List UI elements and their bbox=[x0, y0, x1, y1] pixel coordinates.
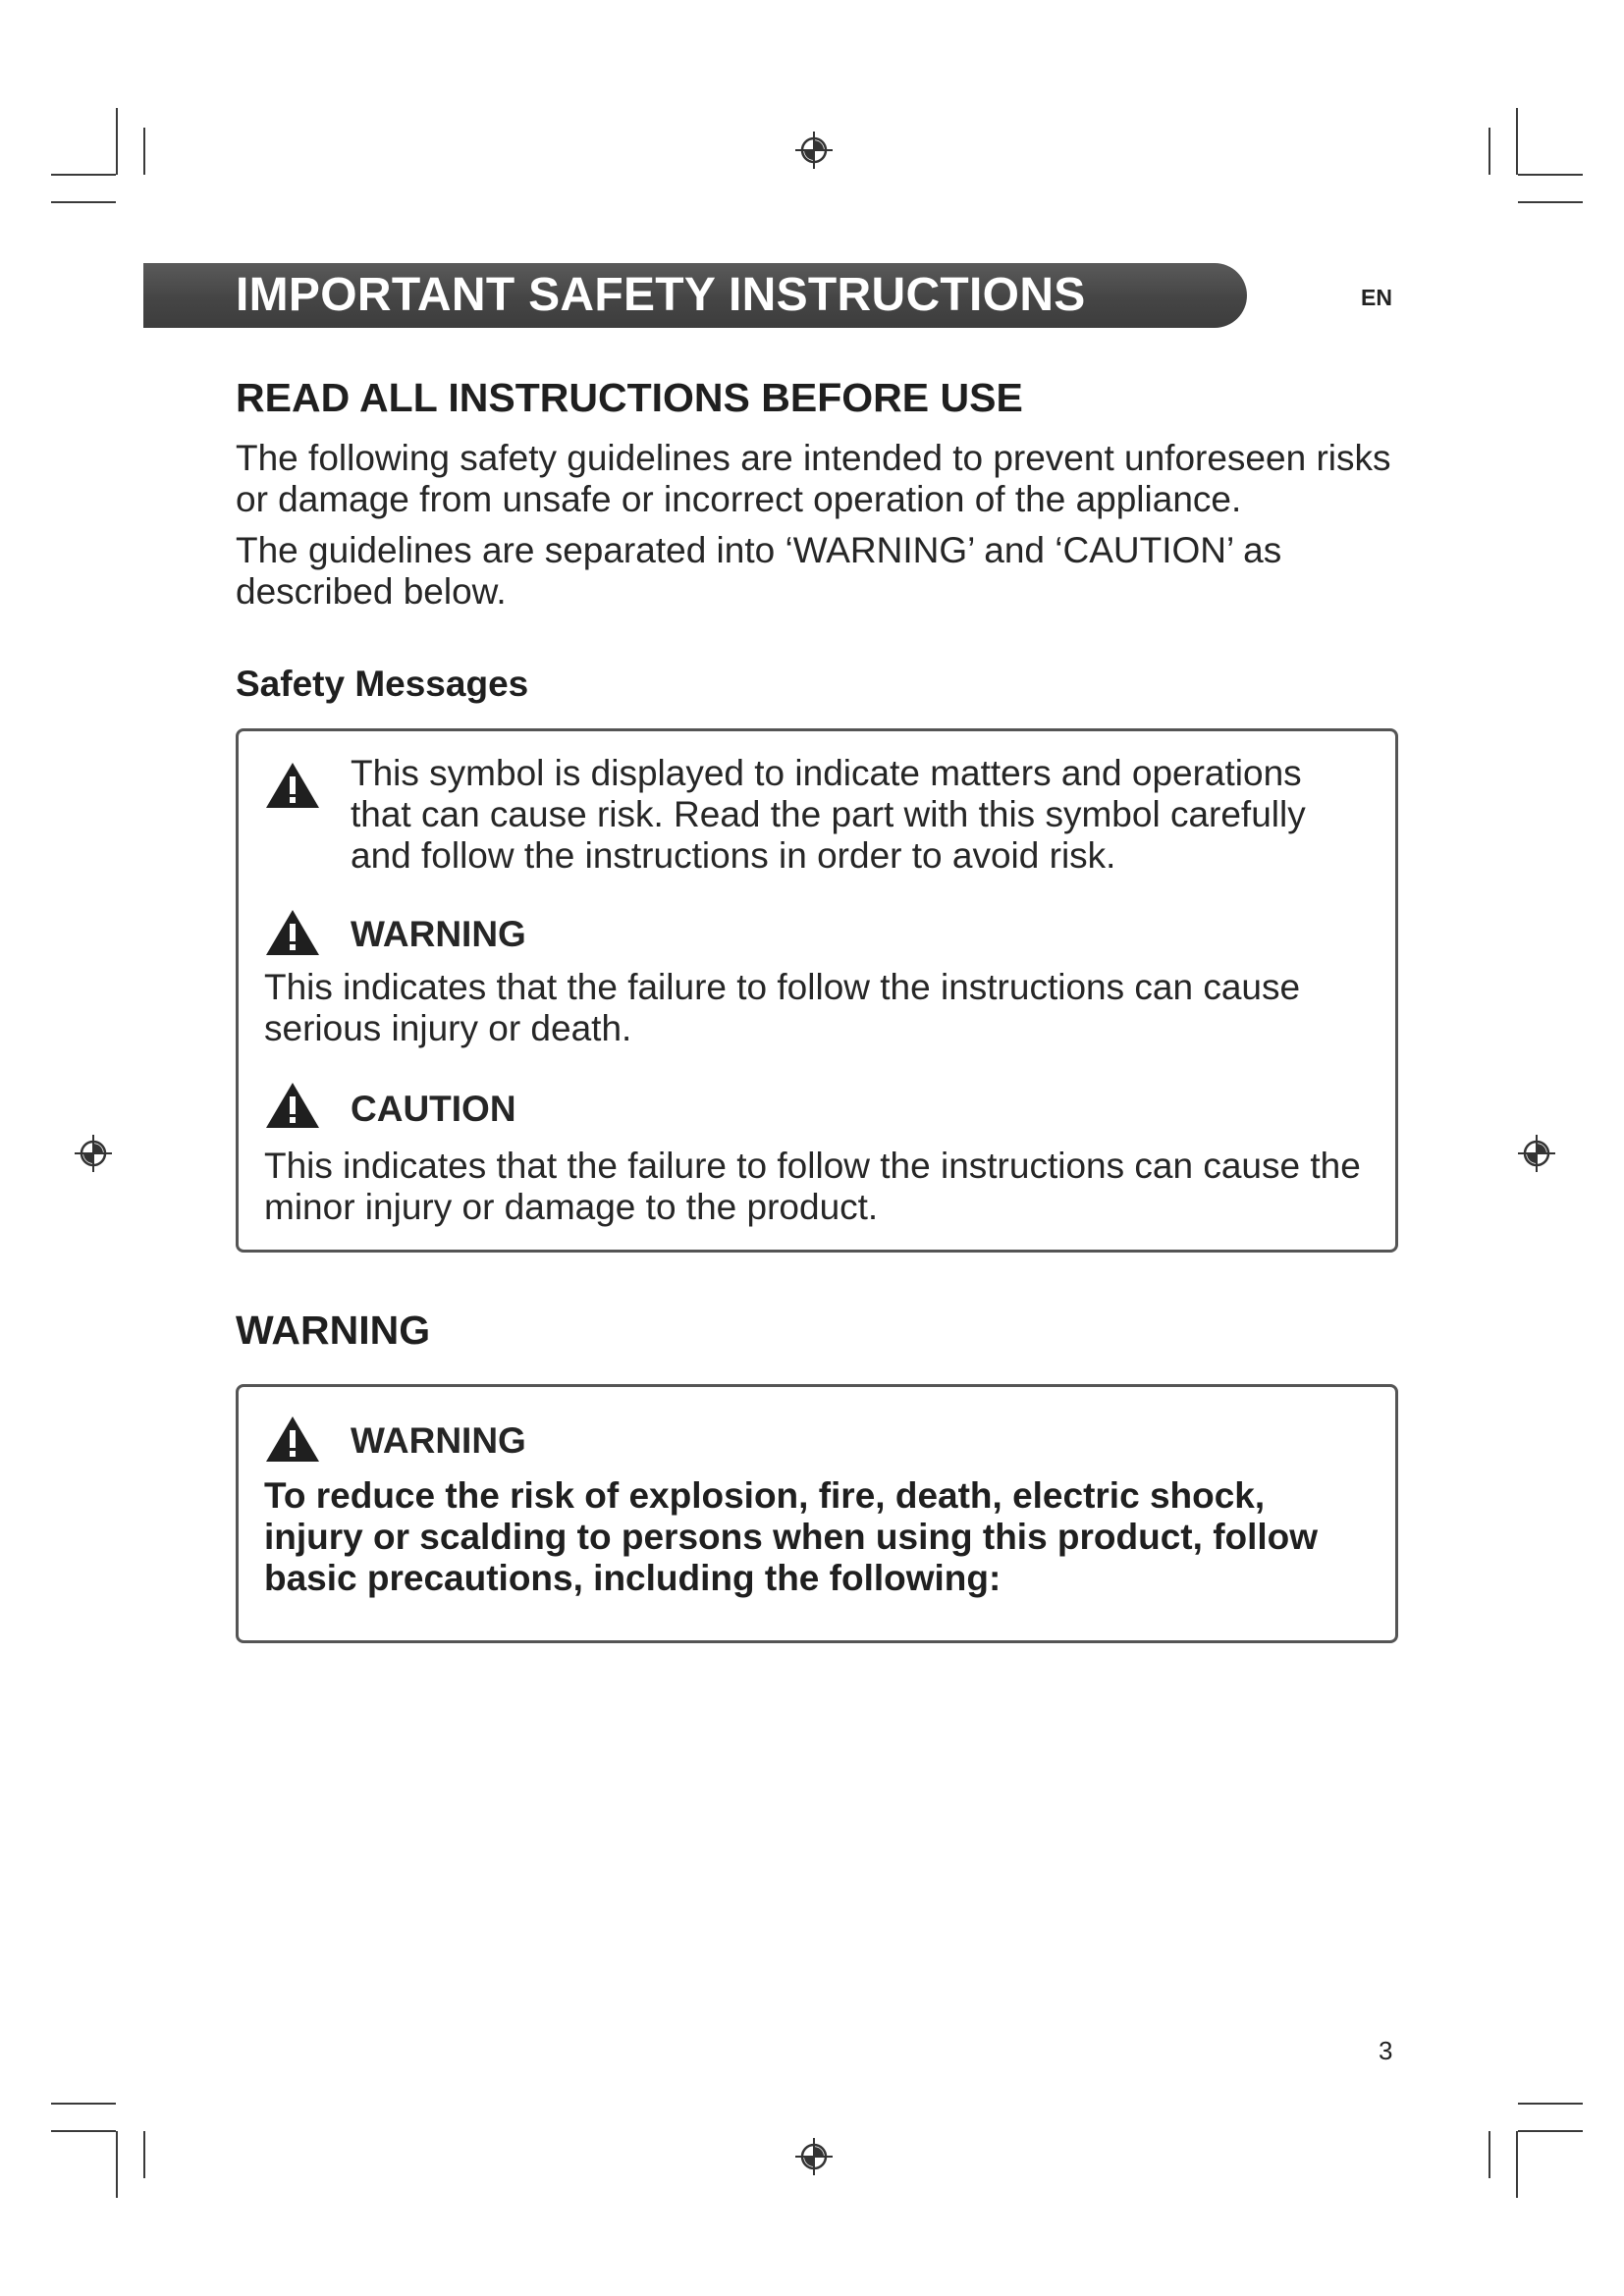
registration-mark-icon bbox=[793, 2136, 835, 2177]
crop-mark bbox=[116, 108, 118, 175]
language-code: EN bbox=[1361, 285, 1392, 310]
warning-triangle-icon bbox=[264, 1081, 321, 1130]
registration-mark-icon bbox=[73, 1133, 114, 1174]
caution-label: CAUTION bbox=[351, 1089, 516, 1129]
section-heading-read-all: READ ALL INSTRUCTIONS BEFORE USE bbox=[236, 375, 1023, 420]
warning-triangle-icon bbox=[264, 1415, 321, 1464]
intro-paragraph-2: The guidelines are separated into ‘WARNING’ and ‘CAUTION’ as described below. bbox=[236, 530, 1282, 612]
crop-mark bbox=[1489, 2131, 1490, 2178]
page-title: IMPORTANT SAFETY INSTRUCTIONS bbox=[236, 269, 1086, 321]
crop-mark bbox=[1518, 2130, 1583, 2132]
registration-mark-icon bbox=[1516, 1133, 1557, 1174]
crop-mark bbox=[1518, 174, 1583, 176]
warning-box-text: To reduce the risk of explosion, fire, death, electric shock, injury or scalding to persons when using this product, follow basic precautions, including the following: bbox=[264, 1475, 1319, 1598]
warning-triangle-icon bbox=[264, 761, 321, 810]
section-heading-safety-messages: Safety Messages bbox=[236, 664, 529, 704]
intro-paragraph-1: The following safety guidelines are intended to prevent unforeseen risks or damage from unsafe or incorrect operation of the appliance. bbox=[236, 438, 1391, 519]
crop-mark bbox=[1516, 108, 1518, 175]
page-number: 3 bbox=[1379, 2036, 1393, 2065]
crop-mark bbox=[1518, 2103, 1583, 2105]
warning-box bbox=[236, 1384, 1398, 1643]
crop-mark bbox=[1516, 2131, 1518, 2198]
caution-description: This indicates that the failure to follow the instructions can cause the minor injury or damage to the product. bbox=[264, 1146, 1361, 1227]
crop-mark bbox=[51, 2130, 116, 2132]
crop-mark bbox=[143, 2131, 145, 2178]
crop-mark bbox=[1489, 128, 1490, 175]
warning-triangle-icon bbox=[264, 908, 321, 957]
safety-messages-box bbox=[236, 728, 1398, 1253]
crop-mark bbox=[51, 2103, 116, 2105]
crop-mark bbox=[51, 201, 116, 203]
warning-description: This indicates that the failure to follow the instructions can cause serious injury or death. bbox=[264, 967, 1301, 1048]
warning-label: WARNING bbox=[351, 914, 526, 954]
section-heading-warning: WARNING bbox=[236, 1308, 431, 1353]
symbol-description: This symbol is displayed to indicate matters and operations that can cause risk. Read the part with this symbol carefully and follow the instructions in order to avoid risk. bbox=[351, 753, 1306, 876]
header-banner bbox=[143, 263, 1247, 328]
crop-mark bbox=[143, 128, 145, 175]
crop-mark bbox=[1518, 201, 1583, 203]
crop-mark bbox=[116, 2131, 118, 2198]
registration-mark-icon bbox=[793, 130, 835, 171]
warning-box-label: WARNING bbox=[351, 1420, 526, 1461]
crop-mark bbox=[51, 174, 116, 176]
